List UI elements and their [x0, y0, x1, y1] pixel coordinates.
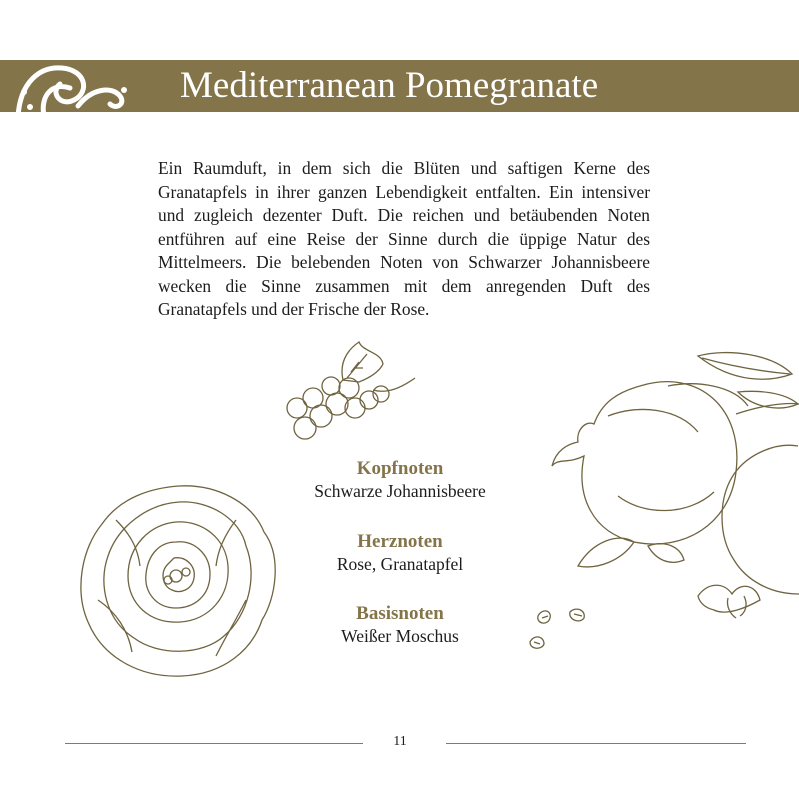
- note-value: Weißer Moschus: [341, 626, 459, 646]
- description-paragraph: Ein Raumduft, in dem sich die Blüten und saftigen Kerne des Granatapfels in ihrer ganzen Lebendigkeit entfalten. Ein intensiver und zugleich dezenter Duft. Die reichen und betäubenden Noten entführen auf eine Reise der Sinne durch die üppige Natur des Mittelmeers. Die belebenden Noten von Schwarzer Johannisbeere wecken die Sinne zusammen mit dem anregenden Duft des Granatapfels und der Frische der Rose.: [158, 158, 650, 319]
- page-title: Mediterranean Pomegranate: [180, 65, 599, 106]
- note-base: [250, 603, 550, 647]
- note-label: Kopfnoten: [356, 458, 444, 479]
- fragrance-notes-base: [250, 603, 550, 647]
- footer-rule-right: [446, 743, 746, 744]
- page-number: 11: [393, 734, 407, 749]
- pomegranate-illustration: [548, 346, 799, 636]
- note-value: Rose, Granatapfel: [336, 554, 464, 574]
- currant-illustration: [283, 338, 423, 443]
- fragrance-notes-heart: [250, 531, 550, 575]
- note-top: [250, 458, 550, 502]
- note-heart: [250, 531, 550, 575]
- note-label: Herznoten: [357, 531, 443, 552]
- rose-illustration: [76, 480, 282, 680]
- fragrance-notes: [250, 458, 550, 502]
- note-value: Schwarze Johannisbeere: [314, 481, 486, 501]
- note-label: Basisnoten: [356, 603, 444, 624]
- footer-rule-left: [65, 743, 363, 744]
